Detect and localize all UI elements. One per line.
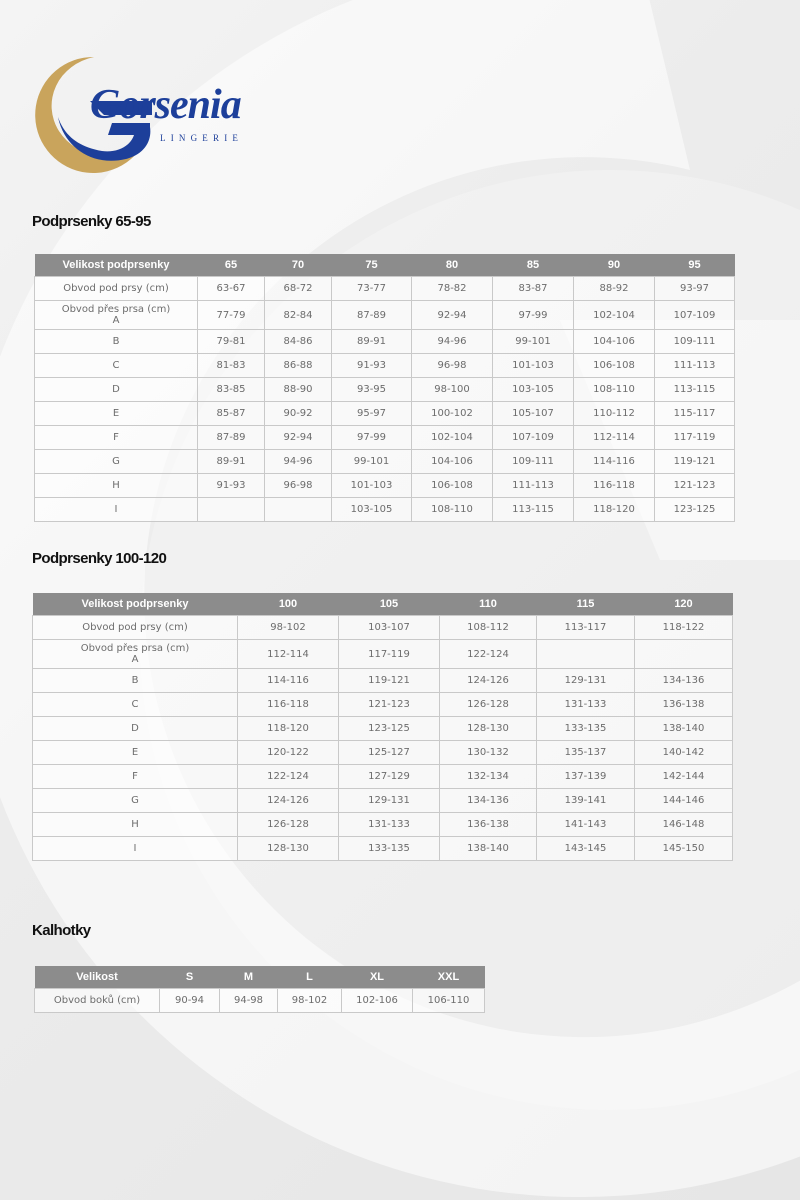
header-cell-size: 100 <box>238 593 339 616</box>
table-row <box>35 354 735 378</box>
table-row <box>33 741 733 765</box>
header-cell-label: Velikost <box>35 966 160 989</box>
measurement-cell: 131-133 <box>537 693 635 717</box>
measurement-cell: 114-116 <box>574 450 655 474</box>
table-row <box>35 989 485 1013</box>
measurement-cell: 91-93 <box>332 354 412 378</box>
table-header-row <box>33 593 733 616</box>
measurement-cell: 129-131 <box>537 669 635 693</box>
row-label-cell: D <box>35 378 198 402</box>
table-row <box>33 813 733 837</box>
measurement-cell: 109-111 <box>493 450 574 474</box>
header-cell-size: L <box>278 966 342 989</box>
measurement-cell: 111-113 <box>493 474 574 498</box>
measurement-cell: 121-123 <box>655 474 735 498</box>
measurement-cell: 88-90 <box>265 378 332 402</box>
measurement-cell: 142-144 <box>635 765 733 789</box>
measurement-cell: 146-148 <box>635 813 733 837</box>
measurement-cell: 81-83 <box>198 354 265 378</box>
row-label-cell: Obvod boků (cm) <box>35 989 160 1013</box>
measurement-cell: 105-107 <box>493 402 574 426</box>
measurement-cell: 118-122 <box>635 616 733 640</box>
header-cell-size: XXL <box>413 966 485 989</box>
header-cell-size: 70 <box>265 254 332 277</box>
table-header-row <box>35 966 485 989</box>
measurement-cell: 93-97 <box>655 277 735 301</box>
header-cell-size: XL <box>342 966 413 989</box>
table-row <box>35 277 735 301</box>
measurement-cell: 100-102 <box>412 402 493 426</box>
row-label-cell: E <box>33 741 238 765</box>
measurement-cell: 102-104 <box>412 426 493 450</box>
measurement-cell: 123-125 <box>655 498 735 522</box>
measurement-cell: 133-135 <box>339 837 440 861</box>
header-cell-size: 115 <box>537 593 635 616</box>
measurement-cell: 99-101 <box>332 450 412 474</box>
measurement-cell: 113-115 <box>655 378 735 402</box>
measurement-cell <box>635 640 733 669</box>
measurement-cell: 89-91 <box>198 450 265 474</box>
measurement-cell: 94-96 <box>265 450 332 474</box>
measurement-cell: 107-109 <box>493 426 574 450</box>
measurement-cell: 138-140 <box>635 717 733 741</box>
measurement-cell: 125-127 <box>339 741 440 765</box>
measurement-cell: 106-108 <box>412 474 493 498</box>
measurement-cell: 87-89 <box>332 301 412 330</box>
measurement-cell: 117-119 <box>339 640 440 669</box>
measurement-cell: 122-124 <box>440 640 537 669</box>
header-cell-size: 90 <box>574 254 655 277</box>
row-label-cell: E <box>35 402 198 426</box>
section-title-bras-100-120: Podprsenky 100-120 <box>32 550 167 567</box>
measurement-cell: 103-107 <box>339 616 440 640</box>
table-row <box>35 330 735 354</box>
measurement-cell: 133-135 <box>537 717 635 741</box>
measurement-cell: 106-110 <box>413 989 485 1013</box>
measurement-cell: 106-108 <box>574 354 655 378</box>
measurement-cell: 126-128 <box>440 693 537 717</box>
header-cell-size: 120 <box>635 593 733 616</box>
measurement-cell: 128-130 <box>440 717 537 741</box>
row-label-cell: H <box>35 474 198 498</box>
measurement-cell: 131-133 <box>339 813 440 837</box>
table-row <box>33 789 733 813</box>
table-row <box>35 474 735 498</box>
measurement-cell: 98-102 <box>238 616 339 640</box>
measurement-cell: 103-105 <box>332 498 412 522</box>
measurement-cell: 108-110 <box>412 498 493 522</box>
table-row <box>35 450 735 474</box>
measurement-cell: 107-109 <box>655 301 735 330</box>
measurement-cell: 98-100 <box>412 378 493 402</box>
table-row <box>33 717 733 741</box>
table-row <box>33 765 733 789</box>
measurement-cell: 124-126 <box>238 789 339 813</box>
measurement-cell: 104-106 <box>574 330 655 354</box>
measurement-cell: 140-142 <box>635 741 733 765</box>
measurement-cell: 86-88 <box>265 354 332 378</box>
measurement-cell: 92-94 <box>412 301 493 330</box>
table-row <box>33 669 733 693</box>
header-cell-label: Velikost podprsenky <box>35 254 198 277</box>
measurement-cell: 92-94 <box>265 426 332 450</box>
measurement-cell: 103-105 <box>493 378 574 402</box>
measurement-cell: 143-145 <box>537 837 635 861</box>
measurement-cell: 108-112 <box>440 616 537 640</box>
measurement-cell: 87-89 <box>198 426 265 450</box>
row-label-cell: F <box>33 765 238 789</box>
gorsenia-logo <box>34 55 284 175</box>
size-table-briefs <box>34 966 485 1013</box>
brand-name: Gorsenia <box>90 82 241 128</box>
row-label-cell: Obvod přes prsa (cm) A <box>35 301 198 330</box>
table-row <box>33 837 733 861</box>
measurement-cell: 134-136 <box>440 789 537 813</box>
measurement-cell: 132-134 <box>440 765 537 789</box>
measurement-cell: 120-122 <box>238 741 339 765</box>
measurement-cell: 101-103 <box>493 354 574 378</box>
section-title-briefs: Kalhotky <box>32 922 91 939</box>
measurement-cell: 116-118 <box>238 693 339 717</box>
measurement-cell: 102-106 <box>342 989 413 1013</box>
measurement-cell: 95-97 <box>332 402 412 426</box>
table-row <box>35 426 735 450</box>
measurement-cell: 97-99 <box>332 426 412 450</box>
row-label-cell: F <box>35 426 198 450</box>
measurement-cell: 119-121 <box>339 669 440 693</box>
measurement-cell: 138-140 <box>440 837 537 861</box>
measurement-cell: 119-121 <box>655 450 735 474</box>
row-label-cell: G <box>35 450 198 474</box>
measurement-cell: 122-124 <box>238 765 339 789</box>
header-cell-size: S <box>160 966 220 989</box>
measurement-cell: 82-84 <box>265 301 332 330</box>
measurement-cell: 129-131 <box>339 789 440 813</box>
measurement-cell: 101-103 <box>332 474 412 498</box>
measurement-cell: 114-116 <box>238 669 339 693</box>
header-cell-size: 85 <box>493 254 574 277</box>
header-cell-size: 65 <box>198 254 265 277</box>
size-table-bras-100-120 <box>32 593 733 861</box>
table-row <box>35 498 735 522</box>
row-label-cell: B <box>35 330 198 354</box>
row-label-cell: C <box>35 354 198 378</box>
measurement-cell: 118-120 <box>574 498 655 522</box>
measurement-cell: 116-118 <box>574 474 655 498</box>
measurement-cell: 78-82 <box>412 277 493 301</box>
header-cell-size: M <box>220 966 278 989</box>
measurement-cell: 79-81 <box>198 330 265 354</box>
row-label-cell: G <box>33 789 238 813</box>
size-table-bras-65-95 <box>34 254 735 522</box>
measurement-cell: 137-139 <box>537 765 635 789</box>
row-label-cell: D <box>33 717 238 741</box>
measurement-cell: 126-128 <box>238 813 339 837</box>
measurement-cell: 144-146 <box>635 789 733 813</box>
measurement-cell: 110-112 <box>574 402 655 426</box>
measurement-cell: 91-93 <box>198 474 265 498</box>
header-cell-size: 110 <box>440 593 537 616</box>
header-cell-size: 105 <box>339 593 440 616</box>
measurement-cell: 128-130 <box>238 837 339 861</box>
measurement-cell: 141-143 <box>537 813 635 837</box>
measurement-cell: 96-98 <box>412 354 493 378</box>
measurement-cell: 104-106 <box>412 450 493 474</box>
measurement-cell: 139-141 <box>537 789 635 813</box>
header-cell-size: 80 <box>412 254 493 277</box>
header-cell-size: 75 <box>332 254 412 277</box>
measurement-cell: 112-114 <box>574 426 655 450</box>
measurement-cell: 98-102 <box>278 989 342 1013</box>
row-label-cell: Obvod přes prsa (cm) A <box>33 640 238 669</box>
table-row <box>33 640 733 669</box>
measurement-cell <box>265 498 332 522</box>
table-row <box>35 301 735 330</box>
measurement-cell: 136-138 <box>440 813 537 837</box>
table-row <box>35 378 735 402</box>
measurement-cell: 136-138 <box>635 693 733 717</box>
brand-tagline: LINGERIE <box>160 133 244 143</box>
measurement-cell: 115-117 <box>655 402 735 426</box>
row-label-cell: Obvod pod prsy (cm) <box>33 616 238 640</box>
measurement-cell: 118-120 <box>238 717 339 741</box>
measurement-cell: 145-150 <box>635 837 733 861</box>
measurement-cell: 88-92 <box>574 277 655 301</box>
measurement-cell: 108-110 <box>574 378 655 402</box>
measurement-cell: 73-77 <box>332 277 412 301</box>
section-title-bras-65-95: Podprsenky 65-95 <box>32 213 151 230</box>
measurement-cell: 134-136 <box>635 669 733 693</box>
measurement-cell: 96-98 <box>265 474 332 498</box>
table-header-row <box>35 254 735 277</box>
measurement-cell: 63-67 <box>198 277 265 301</box>
measurement-cell: 99-101 <box>493 330 574 354</box>
measurement-cell: 123-125 <box>339 717 440 741</box>
measurement-cell: 127-129 <box>339 765 440 789</box>
table-row <box>35 402 735 426</box>
measurement-cell: 68-72 <box>265 277 332 301</box>
row-label-cell: Obvod pod prsy (cm) <box>35 277 198 301</box>
measurement-cell: 94-98 <box>220 989 278 1013</box>
row-label-cell: I <box>35 498 198 522</box>
measurement-cell: 84-86 <box>265 330 332 354</box>
measurement-cell: 93-95 <box>332 378 412 402</box>
measurement-cell: 135-137 <box>537 741 635 765</box>
row-label-cell: B <box>33 669 238 693</box>
table-row <box>33 616 733 640</box>
table-row <box>33 693 733 717</box>
row-label-cell: H <box>33 813 238 837</box>
measurement-cell: 85-87 <box>198 402 265 426</box>
measurement-cell <box>537 640 635 669</box>
measurement-cell: 113-115 <box>493 498 574 522</box>
measurement-cell: 124-126 <box>440 669 537 693</box>
measurement-cell: 111-113 <box>655 354 735 378</box>
measurement-cell: 77-79 <box>198 301 265 330</box>
measurement-cell: 94-96 <box>412 330 493 354</box>
measurement-cell: 83-87 <box>493 277 574 301</box>
row-label-cell: C <box>33 693 238 717</box>
measurement-cell: 117-119 <box>655 426 735 450</box>
row-label-cell: I <box>33 837 238 861</box>
measurement-cell: 90-92 <box>265 402 332 426</box>
measurement-cell: 89-91 <box>332 330 412 354</box>
measurement-cell: 83-85 <box>198 378 265 402</box>
measurement-cell: 90-94 <box>160 989 220 1013</box>
measurement-cell: 113-117 <box>537 616 635 640</box>
header-cell-size: 95 <box>655 254 735 277</box>
measurement-cell: 102-104 <box>574 301 655 330</box>
measurement-cell: 97-99 <box>493 301 574 330</box>
header-cell-label: Velikost podprsenky <box>33 593 238 616</box>
measurement-cell: 130-132 <box>440 741 537 765</box>
measurement-cell <box>198 498 265 522</box>
measurement-cell: 112-114 <box>238 640 339 669</box>
measurement-cell: 121-123 <box>339 693 440 717</box>
measurement-cell: 109-111 <box>655 330 735 354</box>
